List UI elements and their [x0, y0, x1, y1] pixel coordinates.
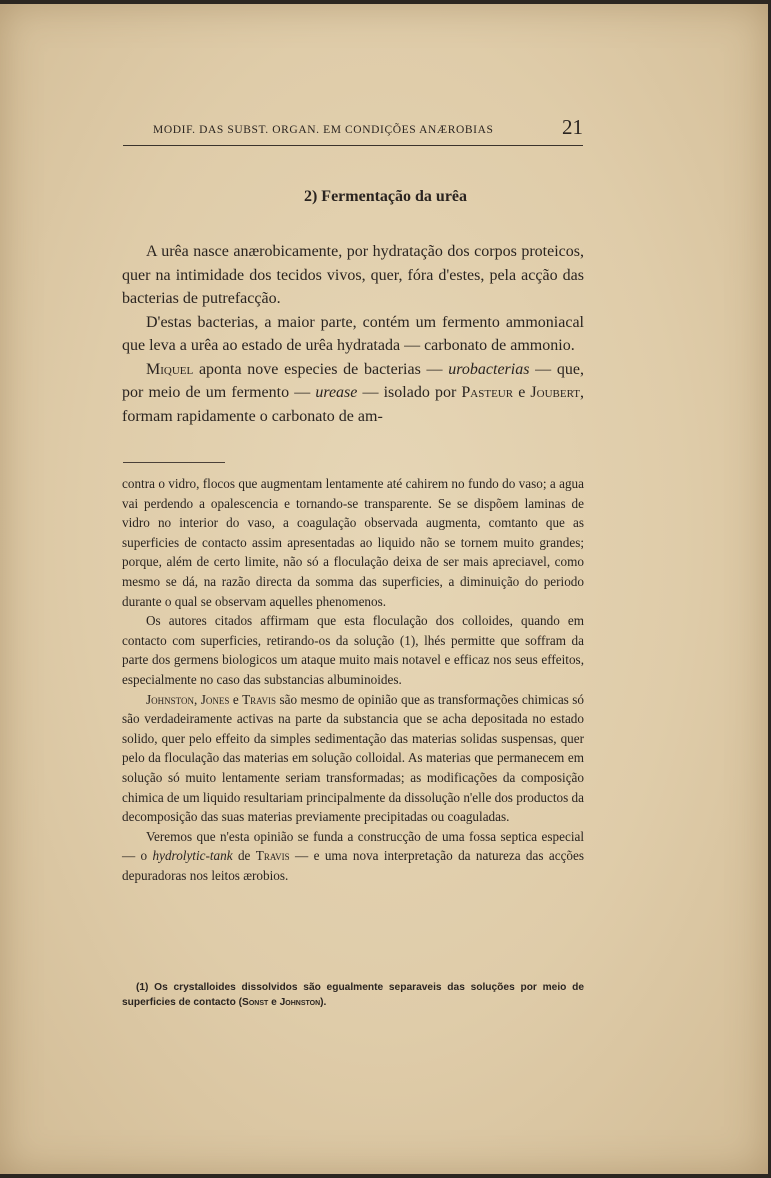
note-paragraph: contra o vidro, flocos que augmentam lentamente até cahirem no fundo do vaso; a agua vai perdendo a opalescencia e tornando-se transparente. Se se dispõem laminas de vidro no interior do vaso, a coagulação observada augmenta, comtanto que as superficies de contacto assim apresentadas ao liquido não se tornem muito grandes; porque, além de certo limite, não só a floculação deixa de ser mais apreciavel, como mesmo se dá, na razão directa da somma das superficies, a diminuição do periodo durante o qual se observam aquelles phenomenos. [122, 476, 584, 609]
author-name: Miquel [146, 360, 194, 378]
main-text [122, 240, 584, 428]
paragraph: Miquel aponta nove especies de bacterias — urobacterias — que, por meio de um fermento — urease — isolado por Pasteur e Joubert, formam rapidamente o carbonato de am- [122, 360, 584, 425]
note-paragraph: Veremos que n'esta opinião se funda a construcção de uma fossa septica especial — o hydrolytic-tank de Travis — e uma nova interpretação da natureza das acções depuradoras nos leitos ærobios. [122, 828, 584, 883]
author-name: Travis [255, 848, 290, 864]
page-number: 21 [562, 115, 583, 139]
author-name: Sonst [242, 997, 269, 1008]
term: urobacterias [448, 360, 530, 378]
note-paragraph: Os autores citados affirmam que esta floculação dos colloides, quando em contacto com superficies, retirando-os da solução (1), lhés permitte que soffram da parte dos germens biologicos um ataque muito mais notavel e efficaz nos seus effeitos, especialmente no caso das substancias albuminoides. [122, 613, 584, 687]
paragraph: D'estas bacterias, a maior parte, contém um fermento ammoniacal que leva a urêa ao estado de urêa hydratada — carbonato de ammonio. [122, 313, 584, 354]
author-name: Johnston [279, 997, 321, 1008]
term: hydrolytic-tank [152, 848, 233, 864]
continued-note [122, 474, 584, 885]
page-header [123, 112, 583, 142]
section-title: 2) Fermentação da urêa [303, 188, 468, 205]
author-name: Joubert [530, 384, 580, 401]
author-name: Travis [242, 691, 277, 707]
note-separator [123, 462, 225, 463]
note-paragraph: Johnston, Jones e Travis são mesmo de opinião que as transformações chimicas só são verdadeiramente activas na parte da substancia que se acha depositada no estado solido, quer pelo effeito da simples sedimentação das materias solidas suspensas, quer pelo da floculação das materias em solução colloidal. As materias que permanecem em solução só muito lentamente seriam transformadas; as modificações da composição chimica de um liquido resultariam principalmente da dissolução n'elle dos productos da decomposição das suas materias previamente precipitadas ou coaguladas. [122, 691, 584, 825]
term: urease [315, 384, 358, 401]
running-head: MODIF. DAS SUBST. ORGAN. EM CONDIÇÕES ANÆROBIAS [153, 124, 494, 136]
author-name: Johnston, Jones [146, 691, 230, 707]
footnote [122, 980, 584, 1010]
footnote-text: (1) Os crystalloides dissolvidos são egualmente separaveis das soluções por meio de superficies de contacto (Sonst e Johnston). [122, 982, 584, 1008]
book-page [0, 4, 768, 1174]
author-name: Pasteur [461, 384, 514, 401]
header-rule [123, 145, 583, 146]
paragraph: A urêa nasce anærobicamente, por hydratação dos corpos proteicos, quer na intimidade dos tecidos vivos, quer, fóra d'estes, pela acção das bacterias de putrefacção. [122, 243, 584, 307]
